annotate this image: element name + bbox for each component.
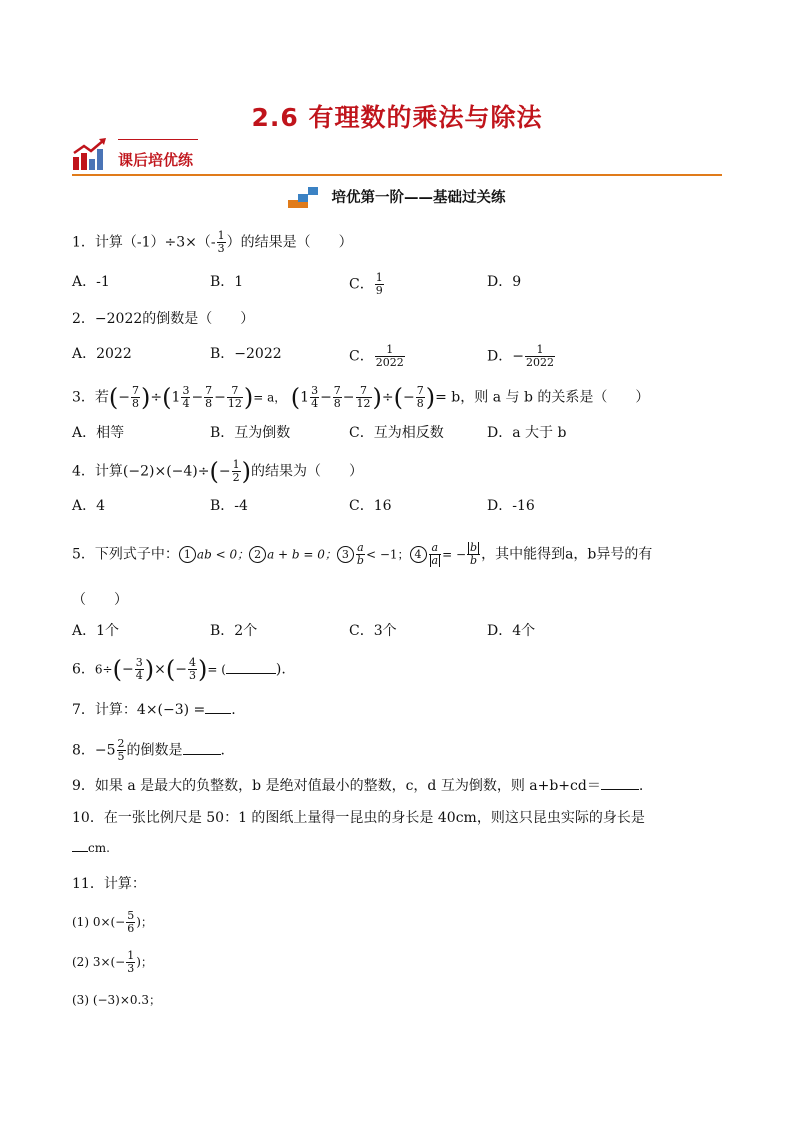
q5-frac-a-b: $\frac{a}{b}$ [356, 541, 364, 567]
q3-f78b-den: 8 [205, 397, 213, 410]
q4-frac-den: 2 [232, 471, 240, 484]
q11-part-2 [72, 950, 153, 975]
question-10: 10．在一张比例尺是 50：1 的图纸上量得一昆虫的身长是 40cm，则这只昆虫实际的身长是 [72, 810, 645, 826]
q5-option-c[interactable]: C．3个 [349, 623, 397, 639]
q11-p1-prefix: (1) 0×(− [72, 915, 126, 929]
q8-prefix: 8．−5 [72, 742, 116, 759]
q6-f2-den: 3 [188, 669, 196, 682]
q11-p1-end: )； [136, 915, 153, 929]
level-header [0, 184, 794, 208]
q6-f2-num: 4 [188, 656, 196, 669]
q1-option-c[interactable] [349, 272, 385, 297]
section-divider [72, 174, 722, 176]
q1-prefix: 1．计算（-1）÷3×（- [72, 234, 216, 251]
question-2: 2．−2022的倒数是（ ） [72, 311, 255, 327]
q8-num: 2 [117, 737, 125, 750]
q4-option-b[interactable]: B．-4 [210, 498, 248, 514]
q3-f34b-den: 4 [311, 397, 319, 410]
q2-option-c[interactable] [349, 344, 406, 369]
q2-option-b[interactable]: B．−2022 [210, 346, 282, 362]
q3-eq-b: = b，则 a 与 b 的关系是（ ） [435, 389, 650, 406]
section-top-line [118, 139, 198, 140]
q2-option-a[interactable]: A．2022 [72, 346, 132, 362]
q3-f712-num: 7 [231, 384, 239, 397]
q7-answer-blank[interactable] [205, 713, 231, 714]
q11-p1-num: 5 [127, 909, 135, 922]
q11-part-1 [72, 910, 153, 935]
q2-c-den: 2022 [375, 356, 404, 369]
q1-suffix: ）的结果是（ ） [226, 234, 353, 251]
q3-f712b-den: 12 [356, 397, 371, 410]
q6-end: ). [275, 661, 286, 678]
q2-c-num: 1 [386, 343, 394, 356]
circle-mark-3: 3 [337, 546, 354, 563]
q3-f78c-num: 7 [333, 384, 341, 397]
q6-f1-den: 4 [135, 669, 143, 682]
q1-option-d[interactable]: D．9 [487, 274, 522, 290]
q6-prefix: 6． [72, 661, 95, 678]
q11-p2-prefix: (2) 3×(− [72, 955, 126, 969]
q1-c-den: 9 [375, 284, 383, 297]
q6-f1-num: 3 [135, 656, 143, 669]
q8-den: 5 [117, 750, 125, 763]
q3-f34-den: 4 [182, 397, 190, 410]
page-title: 2.6 有理数的乘法与除法 [251, 103, 543, 132]
q5-expr-2: a + b = 0； [267, 547, 337, 562]
q2-option-d-label: D．− [487, 348, 524, 365]
question-5-bracket: （ ） [72, 592, 128, 608]
growth-chart-icon [72, 137, 108, 171]
question-3: 3．若(− $\frac{7}{8}$ )÷(1 $\frac{3}{4}$ − $\frac{7}{8}$ − $\frac{7}{12}$ )= a， (1 $\frac{3}{4}$ − $\frac{7}{8}$ − $\frac{7}{12}$ )÷(− $\frac{7}{8}$ )= b，则 a 与 b 的关系是（ ） [72, 383, 650, 412]
q2-d-den: 2022 [525, 356, 554, 369]
q1-option-a[interactable]: A．-1 [72, 274, 110, 290]
q4-option-c[interactable]: C．16 [349, 498, 392, 514]
q4-fraction [232, 459, 241, 484]
q5-option-a[interactable]: A．1个 [72, 623, 120, 639]
question-10-cont [72, 838, 110, 858]
q3-option-a[interactable]: A．相等 [72, 425, 125, 441]
question-6: 6．6÷(− $\frac{3}{4}$ )×(− $\frac{4}{3}$ )= ( ). [72, 655, 286, 684]
q5-frac-a-absa: $\frac{a}{a}$ [429, 542, 442, 567]
q3-f712b-num: 7 [360, 384, 368, 397]
q5-frac-absb-b: $\frac{b}{b}$ [467, 542, 480, 567]
q6-answer-blank[interactable] [226, 673, 276, 674]
q5-option-b[interactable]: B．2个 [210, 623, 258, 639]
q2-option-d-fraction [525, 344, 555, 369]
q2-option-c-label: C． [349, 348, 374, 365]
question-5 [72, 542, 652, 567]
q5-option-d[interactable]: D．4个 [487, 623, 536, 639]
q3-f78-den: 8 [132, 397, 140, 410]
q3-f78c-den: 8 [333, 397, 341, 410]
q3-f78d-den: 8 [416, 397, 424, 410]
q3-eq-a: = a， [253, 390, 287, 405]
q3-f78b-num: 7 [205, 384, 213, 397]
q4-option-d[interactable]: D．-16 [487, 498, 535, 514]
q3-f712-den: 12 [227, 397, 242, 410]
circle-mark-2: 2 [249, 546, 266, 563]
q3-whole: 1 [171, 389, 181, 406]
q3-whole-2: 1 [300, 389, 310, 406]
q3-option-b[interactable]: B．互为倒数 [210, 425, 291, 441]
q1-c-num: 1 [375, 271, 383, 284]
q3-option-c[interactable]: C．互为相反数 [349, 425, 444, 441]
stairs-icon [288, 184, 320, 208]
section-label: 课后培优练 [118, 151, 194, 169]
q5-suffix: ，其中能得到a，b异号的有 [481, 546, 653, 563]
q3-prefix: 3．若 [72, 389, 109, 406]
q5-expr-4: = − [442, 547, 467, 562]
q9-end: . [638, 778, 644, 794]
q11-part-3: (3) (−3)×0.3； [72, 993, 162, 1007]
circle-mark-1: 1 [179, 546, 196, 563]
question-9 [72, 776, 643, 796]
question-11: 11．计算： [72, 876, 146, 892]
q8-end: . [220, 742, 225, 759]
q5-prefix: 5．下列式子中： [72, 546, 179, 563]
question-7 [72, 700, 236, 720]
q11-p2-den: 3 [127, 962, 135, 975]
q11-p1-den: 6 [127, 922, 135, 935]
q3-f78-num: 7 [132, 384, 140, 397]
q4-frac-num: 1 [232, 458, 240, 471]
q3-f34b-num: 3 [311, 384, 319, 397]
q7-text: 7．计算：4×(−3) = [72, 702, 206, 718]
q1-frac-num: 1 [217, 229, 225, 242]
q9-text: 9．如果 a 是最大的负整数，b 是绝对值最小的整数，c，d 互为倒数，则 a+b+cd＝ [72, 778, 601, 794]
q5-expr-1: ab < 0； [196, 547, 250, 562]
q3-option-d[interactable]: D．a 大于 b [487, 425, 567, 441]
q3-f78d-num: 7 [416, 384, 424, 397]
q11-p2-end: )； [136, 955, 153, 969]
question-8 [72, 738, 225, 763]
question-4: 4．计算(−2)×(−4)÷(− $\frac{1}{2}$ )的结果为（ ） [72, 457, 363, 486]
q7-end: . [231, 702, 236, 718]
section-header [72, 137, 722, 177]
q2-d-num: 1 [536, 343, 544, 356]
q3-f34-num: 3 [182, 384, 190, 397]
q1-option-c-label: C． [349, 276, 374, 293]
q1-fraction [217, 230, 226, 255]
q5-expr-3: < −1； [365, 547, 410, 562]
q6-expr: 6÷ [94, 662, 113, 677]
q2-option-d[interactable] [487, 344, 556, 369]
circle-mark-4: 4 [410, 546, 427, 563]
q1-option-c-fraction [375, 272, 384, 297]
q4-suffix: 的结果为（ ） [250, 463, 363, 480]
q1-option-b[interactable]: B．1 [210, 274, 244, 290]
q11-p2-num: 1 [127, 949, 135, 962]
q2-option-c-fraction [375, 344, 405, 369]
q8-suffix: 的倒数是 [126, 742, 183, 759]
question-1 [72, 230, 353, 255]
level-title: 培优第一阶——基础过关练 [331, 189, 506, 206]
q4-prefix: 4．计算(−2)×(−4)÷ [72, 463, 210, 480]
q1-frac-den: 3 [217, 242, 225, 255]
q10-unit: cm. [88, 841, 110, 855]
q10-answer-blank[interactable] [72, 851, 88, 852]
q6-suffix: = ( [207, 662, 226, 677]
q9-answer-blank[interactable] [601, 789, 639, 790]
q4-option-a[interactable]: A．4 [72, 498, 106, 514]
q8-answer-blank[interactable] [183, 754, 221, 755]
